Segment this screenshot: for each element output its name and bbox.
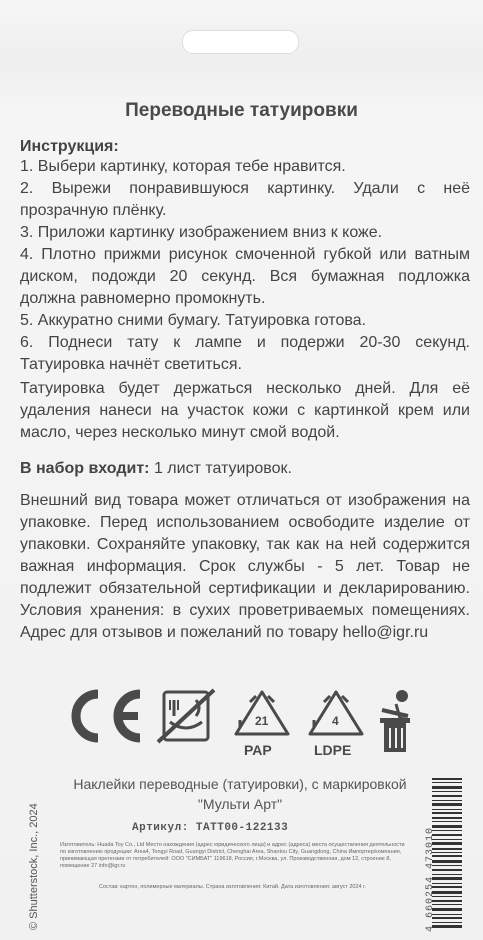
sticker-description: Наклейки переводные (татуировки), с маркировкой "Мульти Арт" xyxy=(73,776,407,812)
instruction-step: 6. Поднеси тату к лампе и подержи 20-30 секунд. Татуировка начнёт светиться. xyxy=(20,334,470,373)
removal-text: Татуировка будет держаться несколько дней. Для её удаления нанеси на участок кожи с картинкой крем или масло, через несколько минут смой водой. xyxy=(20,380,470,441)
instruction-step: 5. Аккуратно сними бумагу. Татуировка готова. xyxy=(20,312,367,329)
ce-mark-icon xyxy=(62,688,144,744)
ldpe-label: LDPE xyxy=(314,742,352,758)
instruction-step: 4. Плотно прижми рисунок смоченной губкой или ватным диском, подожди 20 секунд. Вся бумажная подложка должна равномерно промокнуть. xyxy=(20,246,470,307)
kit-contents xyxy=(20,458,470,480)
hang-hole xyxy=(182,30,299,54)
shutterstock-watermark: © Shutterstock, Inc., 2024 xyxy=(28,803,40,930)
article-number: Артикул: TATT00-122133 xyxy=(132,822,289,834)
kit-value: 1 лист татуировок. xyxy=(149,460,292,477)
instruction-step: 1. Выбери картинку, которая тебе нравится. xyxy=(20,158,346,175)
instruction-step: 2. Вырежи понравившуюся картинку. Удали с неё прозрачную плёнку. xyxy=(20,180,470,219)
kit-label: В набор входит: xyxy=(20,460,150,477)
ldpe-number: 4 xyxy=(332,714,339,728)
notice-text: Внешний вид товара может отличаться от изображения на упаковке. Перед использованием освободите изделие от упаковки. Сохраняйте упаковку, так как на ней содержится важная информация. Срок службы - 5 лет. Товар не подлежит обязательной сертификации и декларированию. Условия хранения: в сухих проветриваемых помещениях. Адрес для отзывов и пожеланий по товару hello@igr.ru xyxy=(20,492,470,641)
instruction-step: 3. Приложи картинку изображением вниз к коже. xyxy=(20,224,383,241)
barcode-number: 4 660254 473010 xyxy=(425,826,436,932)
manufacturer-info: Изготовитель: Huada Toy Co., Ltd Место нахождения (адрес юридического лица) и адрес (адреса) места осуществления деятельности по изготовлению продукции: Area4, Tongyi Road, Guangyi District, Chenghai Area, Shantou City, Guangdong, China Импортер/компания, принимающая претензии от потребителей: ООО "СИМБАТ" 119618, Россия, г.Москва, ул. Производственная, дом 12, строение 8, помещение 27 info@igr.ru xyxy=(60,842,405,869)
not-food-contact-icon xyxy=(156,688,216,744)
barcode xyxy=(432,778,462,928)
pap-label: PAP xyxy=(244,742,272,758)
trash-bin-icon xyxy=(372,688,422,764)
composition-info: Состав: картон, полимерные материалы. Страна изготовления: Китай. Дата изготовления: август 2024 г. xyxy=(99,884,366,890)
instructions-list xyxy=(20,156,470,376)
instructions-heading: Инструкция: xyxy=(20,138,119,155)
product-title: Переводные татуировки xyxy=(125,100,358,121)
pap-number: 21 xyxy=(255,714,269,728)
